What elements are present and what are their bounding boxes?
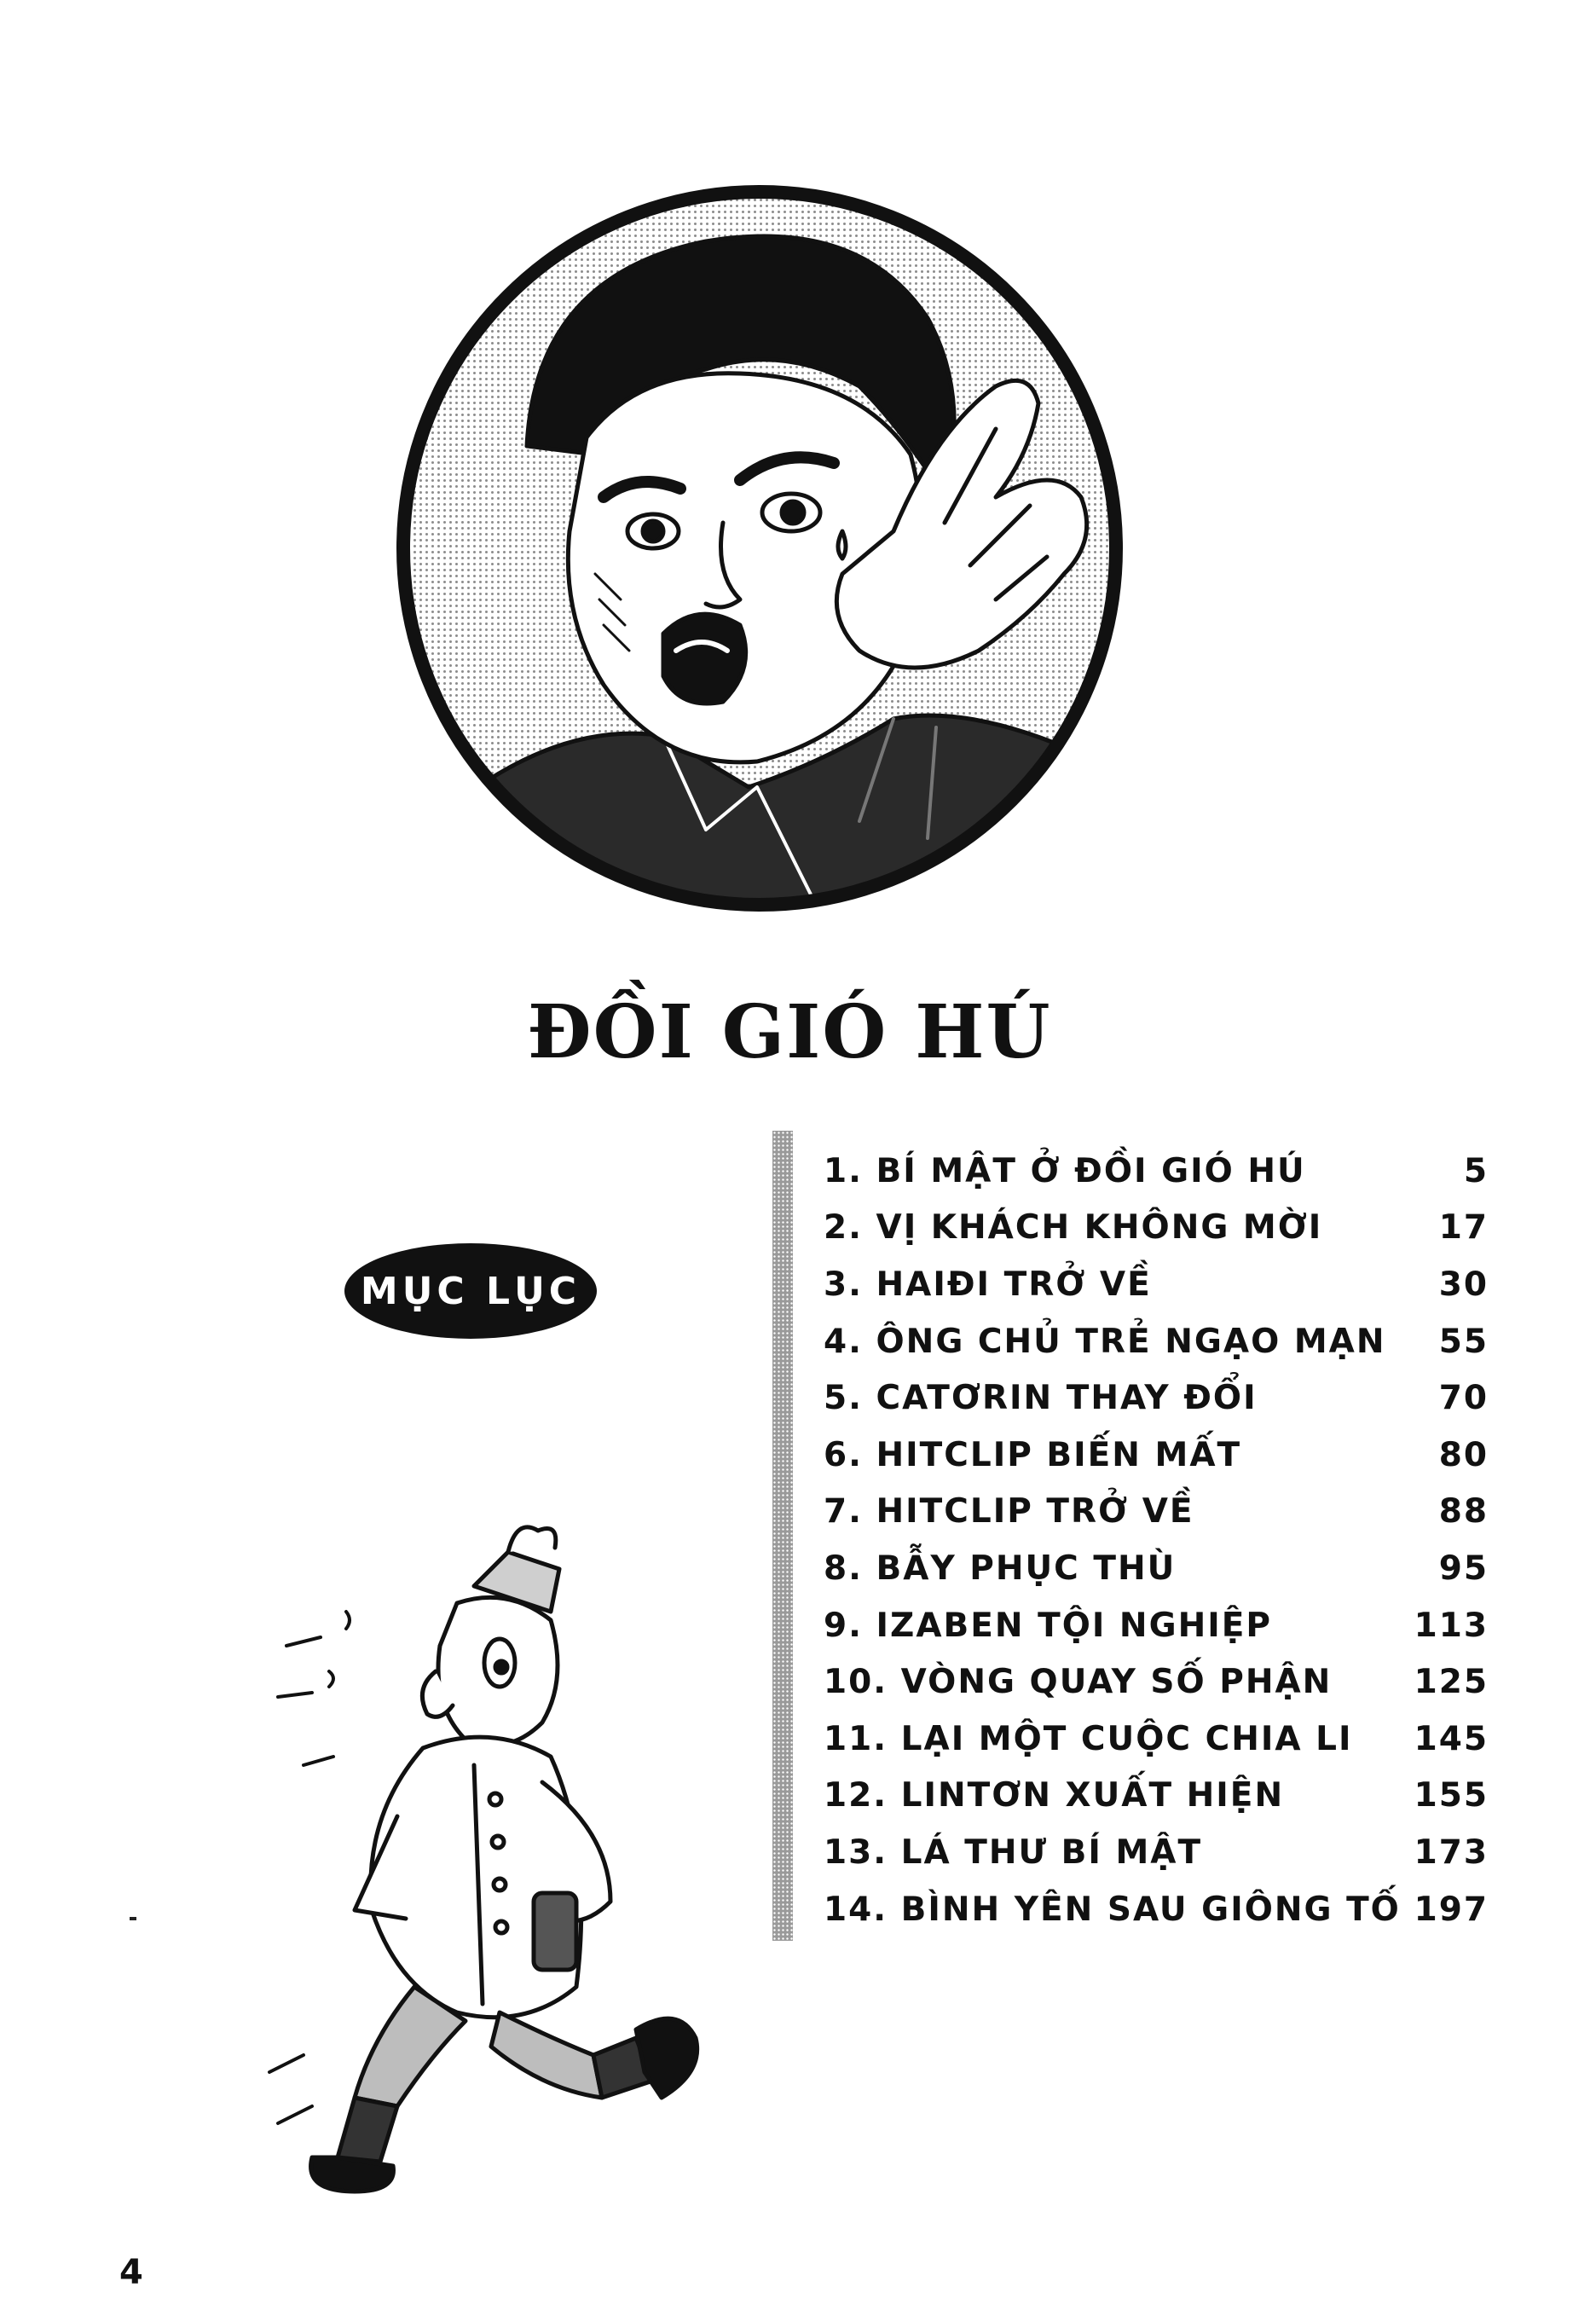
servant-illustration bbox=[252, 1509, 730, 2217]
toc-label-badge bbox=[344, 1243, 597, 1339]
toc-entry-title: 12. LINTƠN XUẤT HIỆN bbox=[824, 1776, 1285, 1815]
toc-entry-title: 5. CATƠRIN THAY ĐỔI bbox=[824, 1379, 1258, 1418]
toc-entry[interactable] bbox=[824, 1427, 1489, 1484]
toc-entry-page: 88 bbox=[1438, 1492, 1489, 1531]
book-title: ĐỒI GIÓ HÚ bbox=[527, 989, 1052, 1075]
toc-entry-title: 3. HAIĐI TRỞ VỀ bbox=[824, 1265, 1152, 1304]
toc-entry-title: 1. BÍ MẬT Ở ĐỒI GIÓ HÚ bbox=[824, 1151, 1306, 1190]
toc-entry-title: 4. ÔNG CHỦ TRẺ NGẠO MẠN bbox=[824, 1322, 1386, 1361]
toc-entry[interactable] bbox=[824, 1824, 1489, 1881]
toc-entry-title: 10. VÒNG QUAY SỐ PHẬN bbox=[824, 1663, 1333, 1702]
toc-entry-page: 30 bbox=[1438, 1265, 1489, 1304]
toc-entry-page: 95 bbox=[1438, 1549, 1489, 1588]
toc-entry[interactable] bbox=[824, 1711, 1489, 1768]
toc-entry[interactable] bbox=[824, 1597, 1489, 1654]
toc-entry-title: 11. LẠI MỘT CUỘC CHIA LI bbox=[824, 1719, 1353, 1758]
toc-entry[interactable] bbox=[824, 1143, 1489, 1200]
toc-entry[interactable] bbox=[824, 1200, 1489, 1257]
toc-divider bbox=[772, 1131, 793, 1941]
toc-entry-title: 8. BẪY PHỤC THÙ bbox=[824, 1549, 1177, 1588]
toc-entry-title: 13. LÁ THƯ BÍ MẬT bbox=[824, 1833, 1203, 1872]
table-of-contents bbox=[824, 1143, 1489, 1937]
stray-mark bbox=[130, 1917, 136, 1920]
toc-entry-page: 197 bbox=[1414, 1890, 1489, 1929]
toc-entry-page: 113 bbox=[1414, 1606, 1489, 1645]
toc-entry-page: 17 bbox=[1438, 1208, 1489, 1248]
toc-entry[interactable] bbox=[824, 1881, 1489, 1938]
toc-entry[interactable] bbox=[824, 1653, 1489, 1711]
toc-entry[interactable] bbox=[824, 1313, 1489, 1370]
toc-entry-page: 125 bbox=[1414, 1663, 1489, 1702]
toc-entry-page: 70 bbox=[1438, 1379, 1489, 1418]
toc-entry-page: 80 bbox=[1438, 1435, 1489, 1474]
toc-entry-page: 55 bbox=[1438, 1322, 1489, 1361]
portrait-illustration bbox=[382, 173, 1137, 924]
toc-entry-page: 173 bbox=[1414, 1833, 1489, 1872]
page-number: 4 bbox=[119, 2253, 143, 2292]
toc-entry-page: 5 bbox=[1463, 1151, 1489, 1190]
toc-entry-title: 7. HITCLIP TRỞ VỀ bbox=[824, 1492, 1194, 1531]
toc-entry[interactable] bbox=[824, 1256, 1489, 1313]
toc-entry-page: 145 bbox=[1414, 1719, 1489, 1758]
toc-entry[interactable] bbox=[824, 1540, 1489, 1597]
toc-entry-title: 9. IZABEN TỘI NGHIỆP bbox=[824, 1606, 1272, 1645]
toc-entry[interactable] bbox=[824, 1369, 1489, 1427]
toc-entry-title: 6. HITCLIP BIẾN MẤT bbox=[824, 1435, 1242, 1474]
toc-label: MỤC LỤC bbox=[360, 1269, 581, 1313]
toc-entry[interactable] bbox=[824, 1484, 1489, 1541]
toc-entry[interactable] bbox=[824, 1768, 1489, 1825]
toc-entry-title: 2. VỊ KHÁCH KHÔNG MỜI bbox=[824, 1208, 1323, 1248]
toc-entry-page: 155 bbox=[1414, 1776, 1489, 1815]
toc-entry-title: 14. BÌNH YÊN SAU GIÔNG TỐ bbox=[824, 1890, 1401, 1929]
